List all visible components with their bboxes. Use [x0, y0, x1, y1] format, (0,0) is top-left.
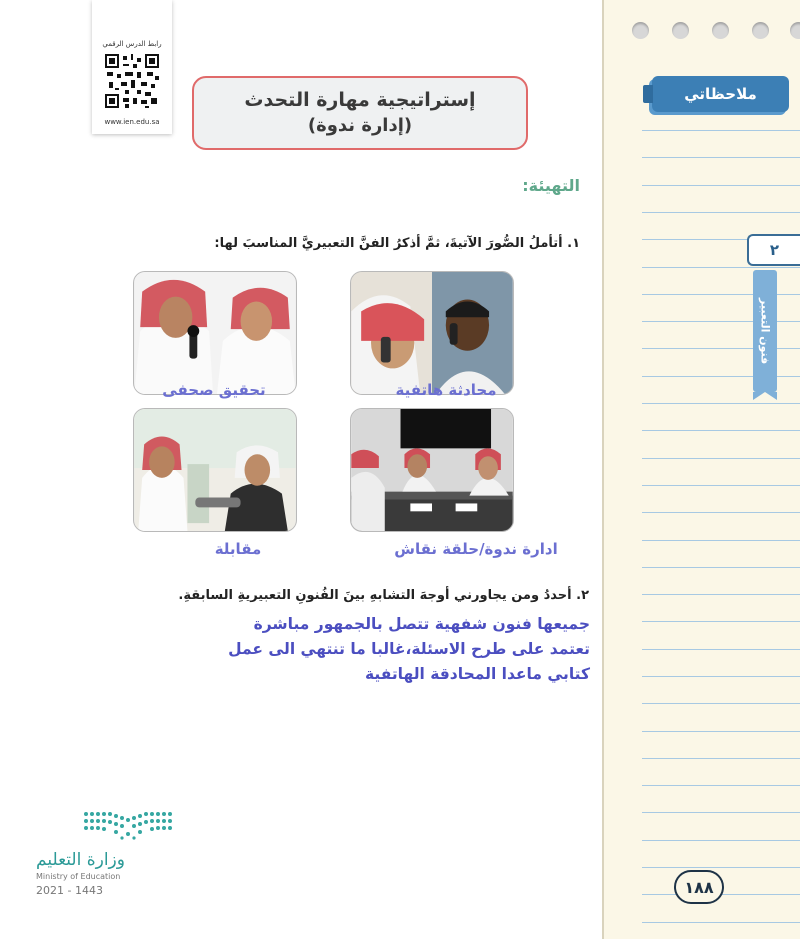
ring-hole-icon: [712, 22, 729, 39]
answer-line-3: كتابي ماعدا المحادقة الهاتفية: [364, 665, 590, 683]
qr-card[interactable]: [92, 0, 172, 134]
ruled-line: [642, 649, 800, 650]
meeting-caption: مقابلة: [214, 540, 262, 558]
ruled-line: [642, 621, 800, 622]
ruled-line: [642, 922, 800, 923]
ring-hole-icon: [752, 22, 769, 39]
ministry-dots-icon: [82, 808, 174, 842]
answer-line-1: جميعها فنون شفهية تتصل بالجمهور مباشرة: [253, 615, 590, 633]
page-number: ١٨٨: [674, 870, 724, 904]
meeting-photo-icon: [134, 409, 296, 531]
ruled-line: [642, 430, 800, 431]
ring-hole-icon: [672, 22, 689, 39]
ruled-line: [642, 594, 800, 595]
answer-line-2: تعتمد على طرح الاسئلة،غالبا ما تنتهي الى عمل: [228, 640, 590, 658]
ruled-line: [642, 731, 800, 732]
panel-discussion-photo-icon: [351, 409, 513, 531]
phone-call-photo: [350, 271, 514, 395]
interview-microphone-photo-icon: [134, 272, 296, 394]
ruled-line: [642, 267, 800, 268]
ruled-line: [642, 840, 800, 841]
lesson-title-box: [192, 76, 528, 150]
interview-caption: تحقيق صحفى: [162, 381, 266, 399]
ministry-logo: [36, 808, 186, 904]
ministry-years: 2021 - 1443: [36, 884, 103, 897]
notes-tab: [652, 76, 789, 112]
phone-call-caption: محادثة هاتفية: [395, 381, 497, 399]
panel-discussion-caption: ادارة ندوة/حلقة نقاش: [394, 540, 558, 558]
phone-call-photo-icon: [351, 272, 513, 394]
ruled-line: [642, 212, 800, 213]
ring-hole-icon: [790, 22, 800, 39]
unit-banner: [753, 270, 777, 392]
lesson-title: إستراتيجية مهارة التحدث: [244, 89, 476, 111]
notes-panel: [602, 0, 800, 939]
ruled-line: [642, 458, 800, 459]
ruled-line: [642, 703, 800, 704]
meeting-photo: [133, 408, 297, 532]
ministry-name-ar: وزارة التعليم: [36, 850, 125, 870]
answer-block[interactable]: [150, 612, 590, 687]
ruled-line: [642, 785, 800, 786]
qr-code-icon[interactable]: [105, 54, 159, 108]
lesson-subtitle: (إدارة ندوة): [307, 115, 413, 136]
panel-discussion-photo: [350, 408, 514, 532]
ruled-line: [642, 512, 800, 513]
ruled-line: [642, 403, 800, 404]
ring-hole-icon: [632, 22, 649, 39]
ruled-line: [642, 185, 800, 186]
qr-caption: رابط الدرس الرقمي: [102, 40, 162, 48]
interview-microphone-photo: [133, 271, 297, 395]
qr-url[interactable]: www.ien.edu.sa: [104, 118, 160, 126]
notes-tab-label: ملاحظاتي: [684, 85, 757, 103]
ruled-line: [642, 130, 800, 131]
unit-number: ٢: [747, 234, 800, 266]
ruled-line: [642, 758, 800, 759]
ruled-line: [642, 812, 800, 813]
ruled-line: [642, 676, 800, 677]
unit-banner-label: فنون التعبير: [758, 297, 772, 365]
ruled-line: [642, 540, 800, 541]
ruled-line: [642, 867, 800, 868]
ruled-line: [642, 157, 800, 158]
warmup-heading: التهيئة:: [522, 176, 580, 195]
question-2: ٢. أحددُ ومن يجاورني أوجهَ التشابهِ بينَ الفُنونِ التعبيريةِ السابقةِ.: [178, 588, 589, 603]
ruled-line: [642, 485, 800, 486]
question-1: ١. أتأملُ الصُّورَ الآتيةَ، ثمَّ أذكرُ الفنَّ التعبيريَّ المناسبَ لها:: [214, 236, 580, 251]
ruled-line: [642, 567, 800, 568]
ministry-name-en: Ministry of Education: [36, 872, 121, 881]
